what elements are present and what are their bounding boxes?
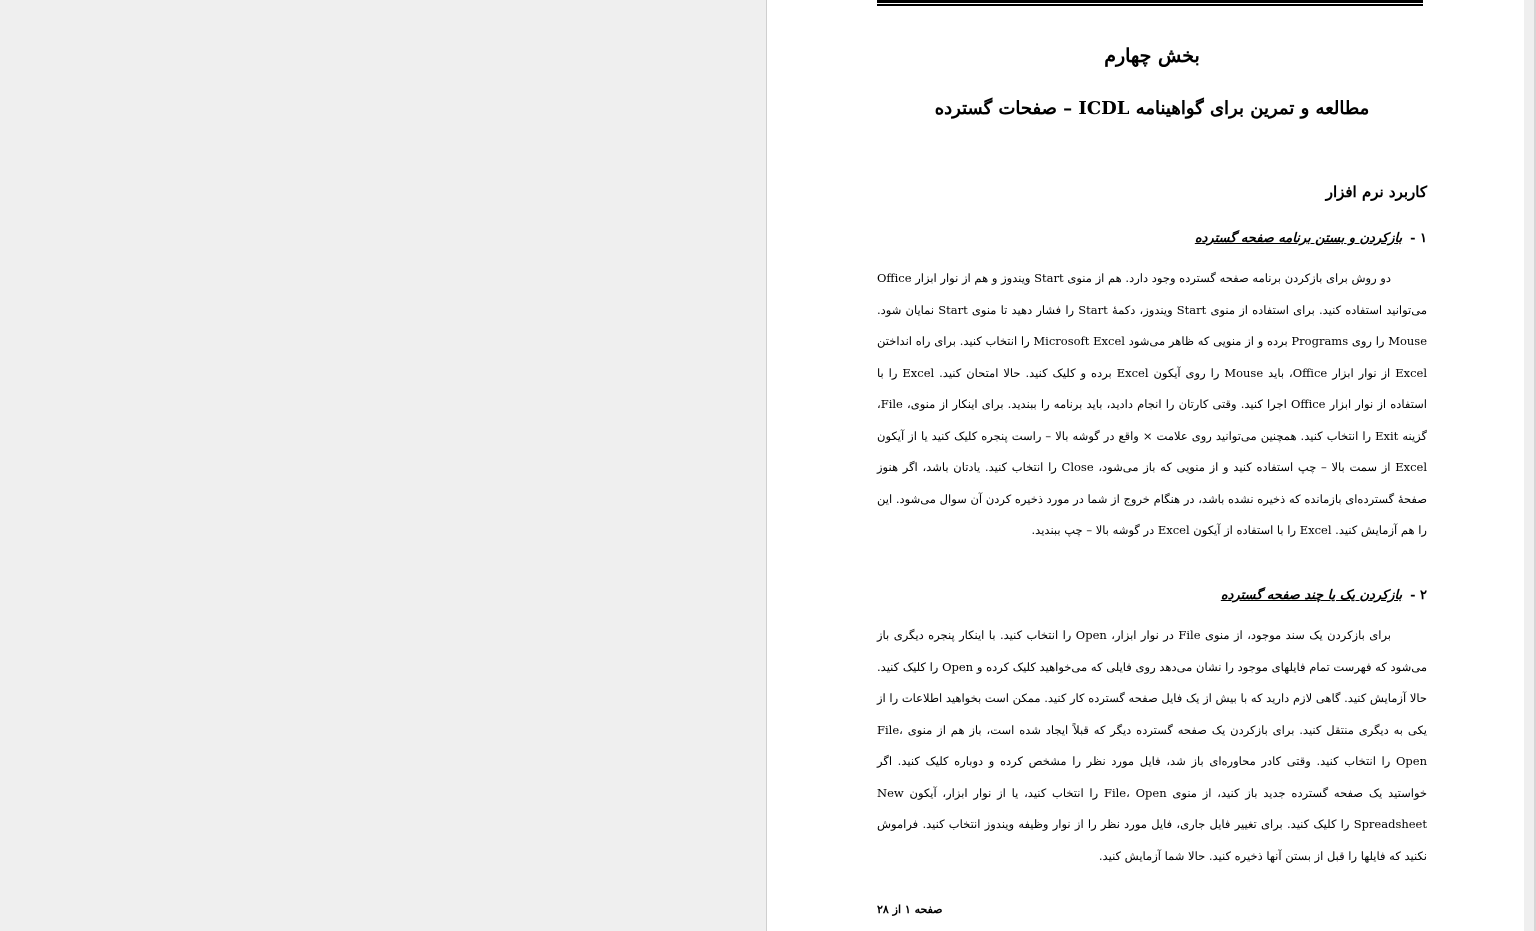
document-page — [766, 0, 1524, 931]
subsection-title: بازکردن و بستن برنامه صفحه گسترده — [1194, 231, 1403, 246]
header-rule — [877, 0, 1423, 5]
subsection-number: ۲ - — [1410, 588, 1427, 603]
header-rule-thick — [877, 0, 1423, 3]
subsection-heading-2 — [1221, 585, 1427, 607]
subsection-number: ۱ - — [1410, 231, 1427, 246]
paragraph-2: برای بازکردن یک سند موجود، از منوی File در نوار ابزار، Open را انتخاب کنید. با اینکار پنجره دیگری باز می‌شود که فهرست تمام فایلهای موجود را نشان می‌دهد روی فایلی که می‌خواهید کلیک کرده و Open را کلیک کنید. حالا آزمایش کنید. گاهی لازم دارید که با بیش از یک فایل صفحه گسترده کار کنید. ممکن است بخواهید اطلاعات را از یکی به دیگری منتقل کنید. برای بازکردن یک صفحه گسترده دیگر که قبلاً ایجاد شده است، باز هم از منوی File، Open را انتخاب کنید. وقتی کادر محاوره‌ای باز شد، فایل مورد نظر را مشخص کرده و دوباره کلیک کنید. اگر خواستید یک صفحه گسترده جدید باز کنید، از منوی File، Open را انتخاب کنید، یا از نوار ابزار، آیکون New Spreadsheet را کلیک کنید. برای تغییر فایل جاری، فایل مورد نظر را از نوار وظیفه ویندوز انتخاب کنید. فراموش نکنید که فایلها را قبل از بستن آنها ذخیره کنید. حالا شما آزمایش کنید. — [877, 628, 1427, 863]
header-rule-thin — [877, 5, 1423, 6]
subsection-title: بازکردن یک یا چند صفحه گسترده — [1220, 588, 1403, 603]
section-heading: کاربرد نرم افزار — [1325, 183, 1427, 201]
chapter-title: بخش چهارم — [1104, 45, 1200, 67]
paragraph-1: دو روش برای بازکردن برنامه صفحه گسترده وجود دارد. هم از منوی Start ویندوز و هم از نوار ابزار Office می‌توانید استفاده کنید. برای استفاده از منوی Start ویندوز، دکمهٔ Start را فشار دهید تا منوی Start نمایان شود. Mouse را روی Programs برده و از منویی که ظاهر می‌شود Microsoft Excel را انتخاب کنید. برای راه انداختن Excel از نوار ابزار Office، باید Mouse را روی آیکون Excel برده و کلیک کنید. حالا امتحان کنید. Excel را با استفاده از نوار ابزار Office اجرا کنید. وقتی کارتان را انجام دادید، باید برنامه را ببندید. برای اینکار از منوی، File، گزینه Exit را انتخاب کنید. همچنین می‌توانید روی علامت × واقع در گوشه بالا – راست پنجره کلیک کنید یا از آیکون Excel از سمت بالا – چپ استفاده کنید و از منویی که باز می‌شود، Close را انتخاب کنید. یادتان باشد، اگر هنوز صفحهٔ گسترده‌ای بازمانده که ذخیره نشده باشد، در هنگام خروج از شما در مورد ذخیره کردن آن سوال می‌شود. این را هم آزمایش کنید. Excel را با استفاده از آیکون Excel در گوشه بالا – چپ ببندید. — [877, 271, 1428, 537]
page-number-footer: صفحه ۱ از ۲۸ — [877, 903, 943, 916]
book-title: مطالعه و تمرین برای گواهینامه ICDL – صفحات گسترده — [934, 98, 1370, 119]
subsection-heading-1 — [1195, 228, 1427, 250]
